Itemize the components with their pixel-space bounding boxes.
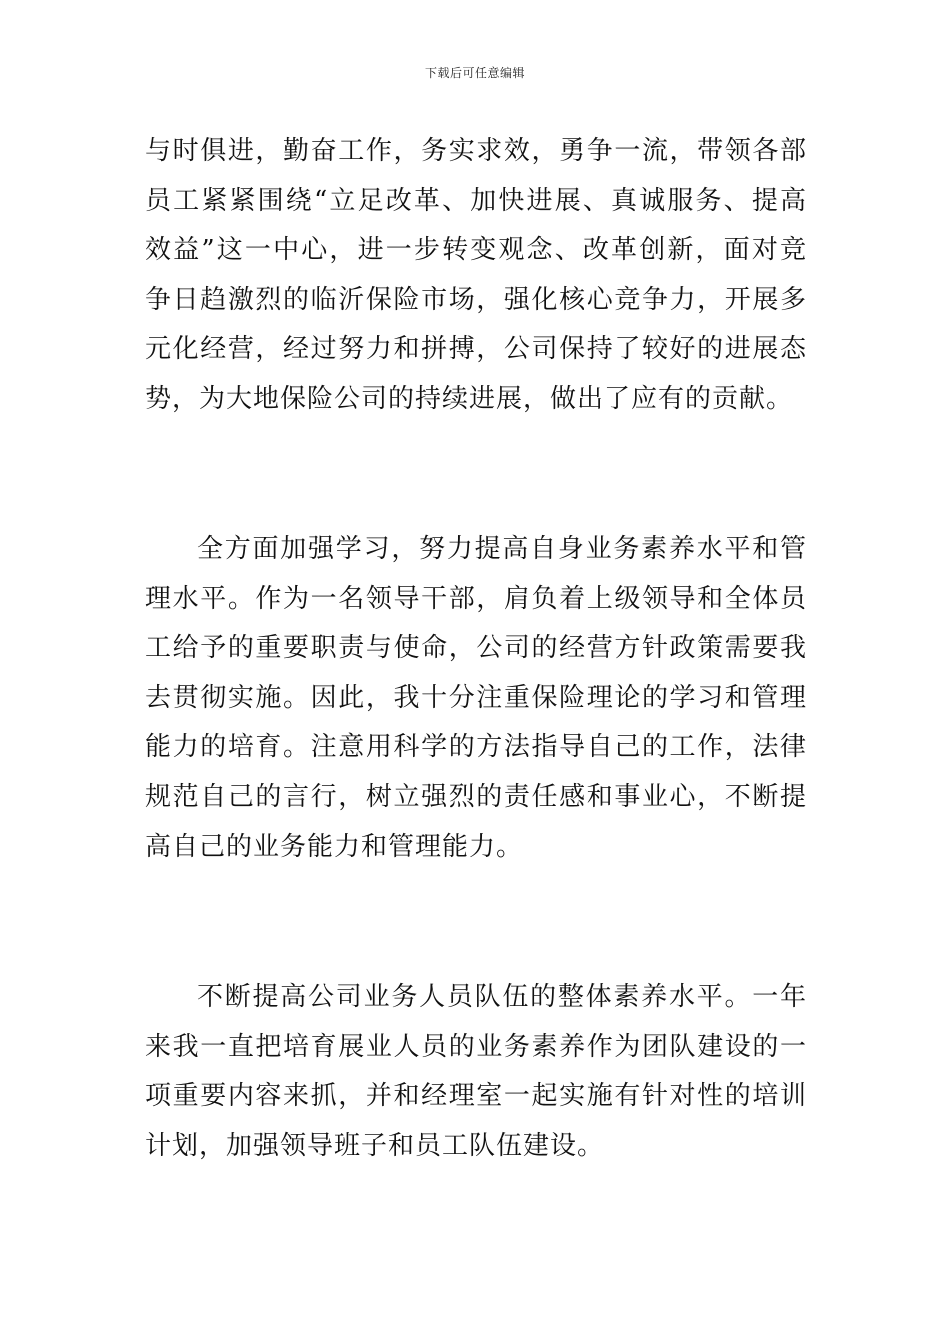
paragraph-2: 全方面加强学习，努力提高自身业务素养水平和管理水平。作为一名领导干部，肩负着上级领导和全体员工给予的重要职责与使命，公司的经营方针政策需要我去贯彻实施。因此，我十分注重保险理论的学习和管理能力的培育。注意用科学的方法指导自己的工作，法律规范自己的言行，树立强烈的责任感和事业心，不断提高自己的业务能力和管理能力。 — [145, 534, 807, 862]
paragraph-3: 不断提高公司业务人员队伍的整体素养水平。一年来我一直把培育展业人员的业务素养作为团队建设的一项重要内容来抓，并和经理室一起实施有针对性的培训计划，加强领导班子和员工队伍建设。 — [145, 982, 807, 1161]
paragraph-1: 与时俱进，勤奋工作，务实求效，勇争一流，带领各部员工紧紧围绕“立足改革、加快进展、真诚服务、提高效益”这一中心，进一步转变观念、改革创新，面对竞争日趋激烈的临沂保险市场，强化核心竞争力，开展多元化经营，经过努力和拼搏，公司保持了较好的进展态势，为大地保险公司的持续进展，做出了应有的贡献。 — [145, 136, 807, 414]
page-header: 下载后可任意编辑 — [424, 66, 525, 80]
